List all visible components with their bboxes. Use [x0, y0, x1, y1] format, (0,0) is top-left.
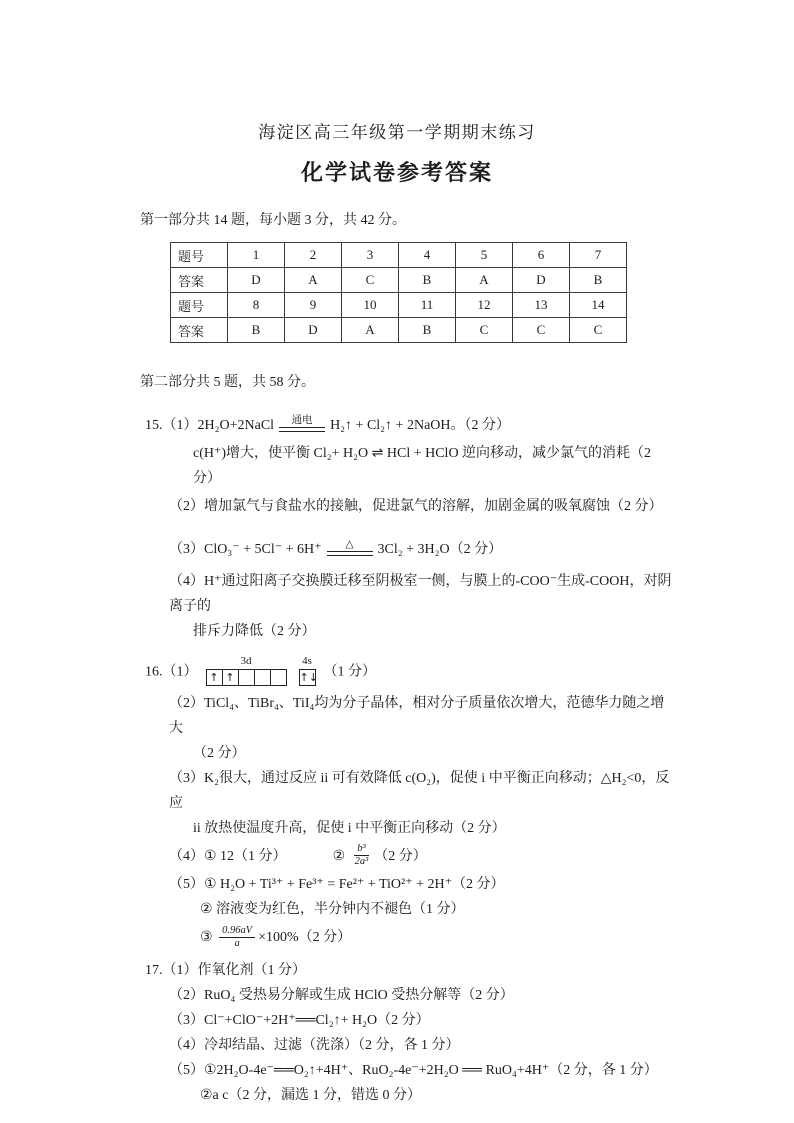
- answer-cell: A: [342, 318, 399, 343]
- equation-lhs: 15.（1）2H₂O+2NaCl: [145, 418, 275, 433]
- condition-label: 通电: [291, 414, 313, 426]
- orbital-box: ↑: [206, 669, 223, 686]
- q16-answer-5-line2: ② 溶液变为红色，半分钟内不褪色（1 分）: [200, 902, 465, 918]
- question-number-cell: 4: [399, 243, 456, 268]
- double-line-equals: [327, 551, 373, 556]
- orbital-box: [270, 669, 287, 686]
- orbital-4s-boxes: [299, 669, 316, 686]
- answer-key-table: [170, 242, 627, 343]
- page-subtitle: 化学试卷参考答案: [300, 160, 493, 185]
- row-label-cell: 答案: [171, 318, 228, 343]
- score-label: （2 分）: [374, 849, 427, 864]
- fraction-denominator: 2a³: [354, 856, 369, 868]
- question-number-cell: 9: [285, 293, 342, 318]
- orbital-4s-label: 4s: [302, 655, 312, 667]
- orbital-3d-boxes: [206, 669, 287, 686]
- q15-answer-4-line1: （4）H⁺通过阳离子交换膜迁移至阴极室一侧，与膜上的-COO⁻生成-COOH，对阴离子的: [169, 574, 672, 614]
- answer-cell: D: [228, 268, 285, 293]
- equation-rhs: H₂↑ + Cl₂↑ + 2NaOH。（2 分）: [330, 418, 510, 433]
- q16-answer-4: [169, 844, 674, 869]
- answer-cell: B: [399, 268, 456, 293]
- score-label: ×100%（2 分）: [258, 930, 352, 946]
- q16-answer-3-line1: （3）K₂很大，通过反应 ii 可有效降低 c(O₂)，促使 i 中平衡正向移动；△H₂<0，反应: [169, 771, 670, 811]
- q15-answer-4-line2: 排斥力降低（2 分）: [193, 624, 316, 639]
- answer-cell: B: [570, 268, 627, 293]
- fraction-numerator: 0.96aV: [219, 925, 255, 938]
- q16-answer-4a: （4）① 12（1 分）: [169, 849, 287, 864]
- q17-answer-5-line1: （5）①2H₂O-4e⁻══O₂↑+4H⁺、RuO₂-4e⁻+2H₂O ══ RuO₄+4H⁺（2 分，各 1 分）: [169, 1062, 658, 1078]
- q15-answer-3-equation: [169, 537, 674, 562]
- answer-cell: C: [456, 318, 513, 343]
- row-label-cell: 题号: [171, 293, 228, 318]
- question-number-cell: 2: [285, 243, 342, 268]
- table-row-question-numbers-1: [171, 243, 627, 268]
- orbital-box: [238, 669, 255, 686]
- fraction-numerator: b³: [354, 843, 368, 856]
- part2-header: 第二部分共 5 题，共 58 分。: [140, 375, 315, 390]
- q15-answer-1-explanation: c(H⁺)增大，使平衡 Cl₂+ H₂O ⇌ HCl + HClO 逆向移动，减少氯气的消耗（2 分）: [193, 446, 652, 486]
- question-number-cell: 7: [570, 243, 627, 268]
- q16-answer-5c-label: ③: [200, 930, 213, 946]
- fraction: [219, 925, 255, 950]
- question-number-cell: 12: [456, 293, 513, 318]
- orbital-3d-group: [206, 655, 287, 686]
- answer-cell: C: [342, 268, 399, 293]
- reaction-condition-equals: [279, 414, 325, 432]
- table-row-answers-2: [171, 318, 627, 343]
- fraction: [352, 843, 372, 868]
- q16-answer-3-line2: ii 放热使温度升高，促使 i 中平衡正向移动（2 分）: [193, 821, 506, 836]
- orbital-4s-group: [299, 655, 316, 686]
- orbital-box: [254, 669, 271, 686]
- orbital-box: ↑↓: [299, 671, 318, 684]
- table-row-answers-1: [171, 268, 627, 293]
- q17-answer-1: 17.（1）作氧化剂（1 分）: [145, 962, 306, 978]
- answer-cell: C: [570, 318, 627, 343]
- row-label-cell: 答案: [171, 268, 228, 293]
- answer-cell: D: [513, 268, 570, 293]
- q17-answer-4: （4）冷却结晶、过滤（洗涤）（2 分，各 1 分）: [169, 1037, 460, 1053]
- fraction-denominator: a: [234, 937, 240, 949]
- answer-cell: D: [285, 318, 342, 343]
- orbital-box: ↑: [222, 669, 239, 686]
- question-number-cell: 1: [228, 243, 285, 268]
- part1-header: 第一部分共 14 题，每小题 3 分，共 42 分。: [140, 213, 406, 228]
- q16-answer-2-line2: （2 分）: [193, 746, 246, 761]
- table-row-question-numbers-2: [171, 293, 627, 318]
- q16-answer-4b-label: ②: [332, 849, 346, 864]
- question-number-cell: 6: [513, 243, 570, 268]
- answer-cell: C: [513, 318, 570, 343]
- answer-cell: A: [285, 268, 342, 293]
- q16-answer-1: [145, 657, 674, 688]
- q16-answer-1-label: 16.（1）: [145, 664, 198, 680]
- q16-answer-5-line3: [200, 925, 674, 950]
- q17-answer-5-line2: ②a c（2 分，漏选 1 分，错选 0 分）: [200, 1087, 421, 1103]
- q15-answer-2: （2）增加氯气与食盐水的接触，促进氯气的溶解，加剧金属的吸氧腐蚀（2 分）: [169, 499, 663, 514]
- equation-lhs: （3）ClO₃⁻ + 5Cl⁻ + 6H⁺: [169, 542, 322, 557]
- condition-label: △: [345, 538, 354, 550]
- row-label-cell: 题号: [171, 243, 228, 268]
- q16-answer-5-line1: （5）① H₂O + Ti³⁺ + Fe³⁺ = Fe²⁺ + TiO²⁺ + 2H⁺（2 分）: [169, 877, 505, 893]
- q17-answer-2: （2）RuO₄ 受热易分解或生成 HClO 受热分解等（2 分）: [169, 987, 514, 1003]
- equation-rhs: 3Cl₂ + 3H₂O（2 分）: [377, 542, 503, 557]
- reaction-condition-equals: [327, 538, 373, 556]
- question-number-cell: 5: [456, 243, 513, 268]
- answer-cell: A: [456, 268, 513, 293]
- question-number-cell: 13: [513, 293, 570, 318]
- question-number-cell: 8: [228, 293, 285, 318]
- page-title: 海淀区高三年级第一学期期末练习: [258, 123, 536, 142]
- answer-cell: B: [228, 318, 285, 343]
- question-number-cell: 14: [570, 293, 627, 318]
- question-number-cell: 11: [399, 293, 456, 318]
- orbital-diagram: [206, 655, 316, 686]
- question-number-cell: 3: [342, 243, 399, 268]
- q15-answer-1-equation: [145, 413, 674, 438]
- q17-answer-3: （3）Cl⁻+ClO⁻+2H⁺══Cl₂↑+ H₂O（2 分）: [169, 1012, 430, 1028]
- q16-answer-2-line1: （2）TiCl₄、TiBr₄、TiI₄均为分子晶体，相对分子质量依次增大，范德华力随之增大: [169, 696, 665, 736]
- score-label: （1 分）: [323, 664, 376, 680]
- orbital-3d-label: 3d: [240, 655, 252, 667]
- double-line-equals: [279, 427, 325, 432]
- question-number-cell: 10: [342, 293, 399, 318]
- answer-cell: B: [399, 318, 456, 343]
